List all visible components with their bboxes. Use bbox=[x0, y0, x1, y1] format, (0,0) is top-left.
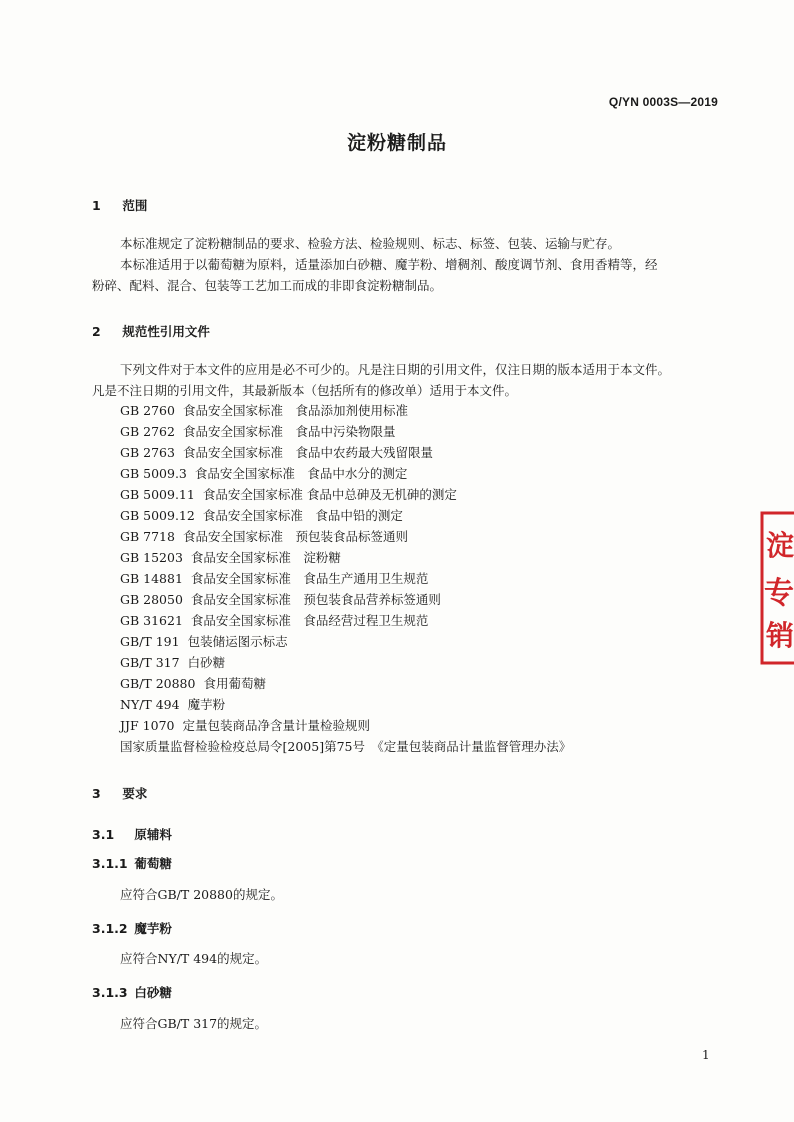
subsection-3-1-heading bbox=[92, 825, 172, 843]
section-number: 3 bbox=[92, 786, 101, 801]
reference-code: GB 7718 bbox=[120, 529, 175, 544]
reference-title: 食品安全国家标准 食品中铅的测定 bbox=[202, 508, 403, 523]
section-number: 1 bbox=[92, 198, 101, 213]
subsection-3-1-3-heading bbox=[92, 983, 172, 1001]
reference-item bbox=[120, 485, 457, 503]
reference-title: 包装储运图示标志 bbox=[187, 634, 288, 649]
reference-code: NY/T 494 bbox=[120, 697, 180, 712]
reference-code: GB 2763 bbox=[120, 445, 175, 460]
reference-item bbox=[120, 464, 407, 482]
svg-text:专: 专 bbox=[764, 576, 794, 611]
section-title: 要求 bbox=[122, 786, 148, 801]
reference-code: GB 5009.3 bbox=[120, 466, 187, 481]
reference-code: GB 28050 bbox=[120, 592, 183, 607]
reference-title: 食品安全国家标准 预包装食品营养标签通则 bbox=[190, 592, 441, 607]
reference-code: GB 2762 bbox=[120, 424, 175, 439]
svg-text:销: 销 bbox=[766, 619, 794, 652]
reference-item bbox=[120, 506, 403, 524]
section-title: 原辅料 bbox=[134, 827, 172, 842]
reference-code: GB/T 317 bbox=[120, 655, 180, 670]
svg-text:淀: 淀 bbox=[766, 529, 794, 562]
reference-code: GB 14881 bbox=[120, 571, 183, 586]
reference-code: GB 15203 bbox=[120, 550, 183, 565]
reference-item bbox=[120, 527, 408, 545]
paragraph: 应符合GB/T 317的规定。 bbox=[120, 1016, 268, 1031]
reference-code: JJF 1070 bbox=[120, 718, 175, 733]
reference-item bbox=[120, 569, 428, 587]
reference-item bbox=[120, 422, 395, 440]
section-title: 葡萄糖 bbox=[134, 856, 172, 871]
reference-code: GB 2760 bbox=[120, 403, 175, 418]
reference-title: 食品安全国家标准 食品添加剂使用标准 bbox=[182, 403, 408, 418]
section-2-heading bbox=[92, 322, 210, 340]
section-number: 2 bbox=[92, 324, 101, 339]
reference-item bbox=[120, 443, 433, 461]
reference-title: 食品安全国家标准 食品中水分的测定 bbox=[194, 466, 408, 481]
reference-item bbox=[120, 653, 225, 671]
paragraph: 应符合NY/T 494的规定。 bbox=[120, 951, 268, 966]
subsection-3-1-1-heading bbox=[92, 854, 172, 872]
section-number: 3.1.2 bbox=[92, 921, 128, 936]
reference-title: 魔芋粉 bbox=[187, 697, 226, 712]
page-title: 淀粉糖制品 bbox=[346, 132, 447, 154]
subsection-3-1-2-heading bbox=[92, 919, 172, 937]
reference-code: GB 5009.11 bbox=[120, 487, 195, 502]
section-number: 3.1.3 bbox=[92, 985, 128, 1000]
reference-item bbox=[120, 674, 266, 692]
paragraph: 本标准规定了淀粉糖制品的要求、检验方法、检验规则、标志、标签、包装、运输与贮存。 bbox=[120, 236, 621, 251]
reference-title: 白砂糖 bbox=[187, 655, 226, 670]
reference-title: 食品安全国家标准 食品中污染物限量 bbox=[182, 424, 396, 439]
reference-title: 食品安全国家标准 食品经营过程卫生规范 bbox=[190, 613, 429, 628]
section-title: 魔芋粉 bbox=[134, 921, 172, 936]
reference-decree: 国家质量监督检验检疫总局令[2005]第75号 《定量包装商品计量监督管理办法》 bbox=[120, 739, 572, 754]
reference-code: GB/T 20880 bbox=[120, 676, 196, 691]
reference-item bbox=[120, 401, 408, 419]
reference-title: 食品安全国家标准 淀粉糖 bbox=[190, 550, 341, 565]
section-3-heading bbox=[92, 784, 147, 802]
seal-stamp bbox=[758, 505, 794, 670]
reference-title: 食品安全国家标准 食品生产通用卫生规范 bbox=[190, 571, 429, 586]
reference-item bbox=[120, 632, 288, 650]
reference-code: GB 5009.12 bbox=[120, 508, 195, 523]
reference-title: 定量包装商品净含量计量检验规则 bbox=[182, 718, 370, 733]
paragraph: 下列文件对于本文件的应用是必不可少的。凡是注日期的引用文件，仅注日期的版本适用于本文件。 bbox=[120, 362, 671, 377]
page-number: 1 bbox=[702, 1048, 710, 1062]
reference-code: GB 31621 bbox=[120, 613, 183, 628]
reference-item bbox=[120, 611, 428, 629]
reference-item bbox=[120, 716, 370, 734]
reference-title: 食品安全国家标准 食品中农药最大残留限量 bbox=[182, 445, 433, 460]
paragraph: 凡是不注日期的引用文件，其最新版本（包括所有的修改单）适用于本文件。 bbox=[92, 383, 518, 398]
section-title: 白砂糖 bbox=[134, 985, 172, 1000]
reference-item bbox=[120, 590, 441, 608]
section-number: 3.1 bbox=[92, 827, 115, 842]
paragraph: 应符合GB/T 20880的规定。 bbox=[120, 887, 283, 902]
section-number: 3.1.1 bbox=[92, 856, 128, 871]
reference-item bbox=[120, 695, 225, 713]
reference-title: 食用葡萄糖 bbox=[203, 676, 266, 691]
paragraph: 本标准适用于以葡萄糖为原料，适量添加白砂糖、魔芋粉、增稠剂、酸度调节剂、食用香精等，经 bbox=[120, 257, 658, 272]
reference-code: GB/T 191 bbox=[120, 634, 180, 649]
reference-item bbox=[120, 548, 341, 566]
section-title: 规范性引用文件 bbox=[122, 324, 210, 339]
paragraph: 粉碎、配料、混合、包装等工艺加工而成的非即食淀粉糖制品。 bbox=[92, 278, 443, 293]
standard-code: Q/YN 0003S—2019 bbox=[608, 95, 718, 109]
section-1-heading bbox=[92, 196, 147, 214]
reference-title: 食品安全国家标准 预包装食品标签通则 bbox=[182, 529, 408, 544]
reference-title: 食品安全国家标准 食品中总砷及无机砷的测定 bbox=[202, 487, 457, 502]
section-title: 范围 bbox=[122, 198, 148, 213]
